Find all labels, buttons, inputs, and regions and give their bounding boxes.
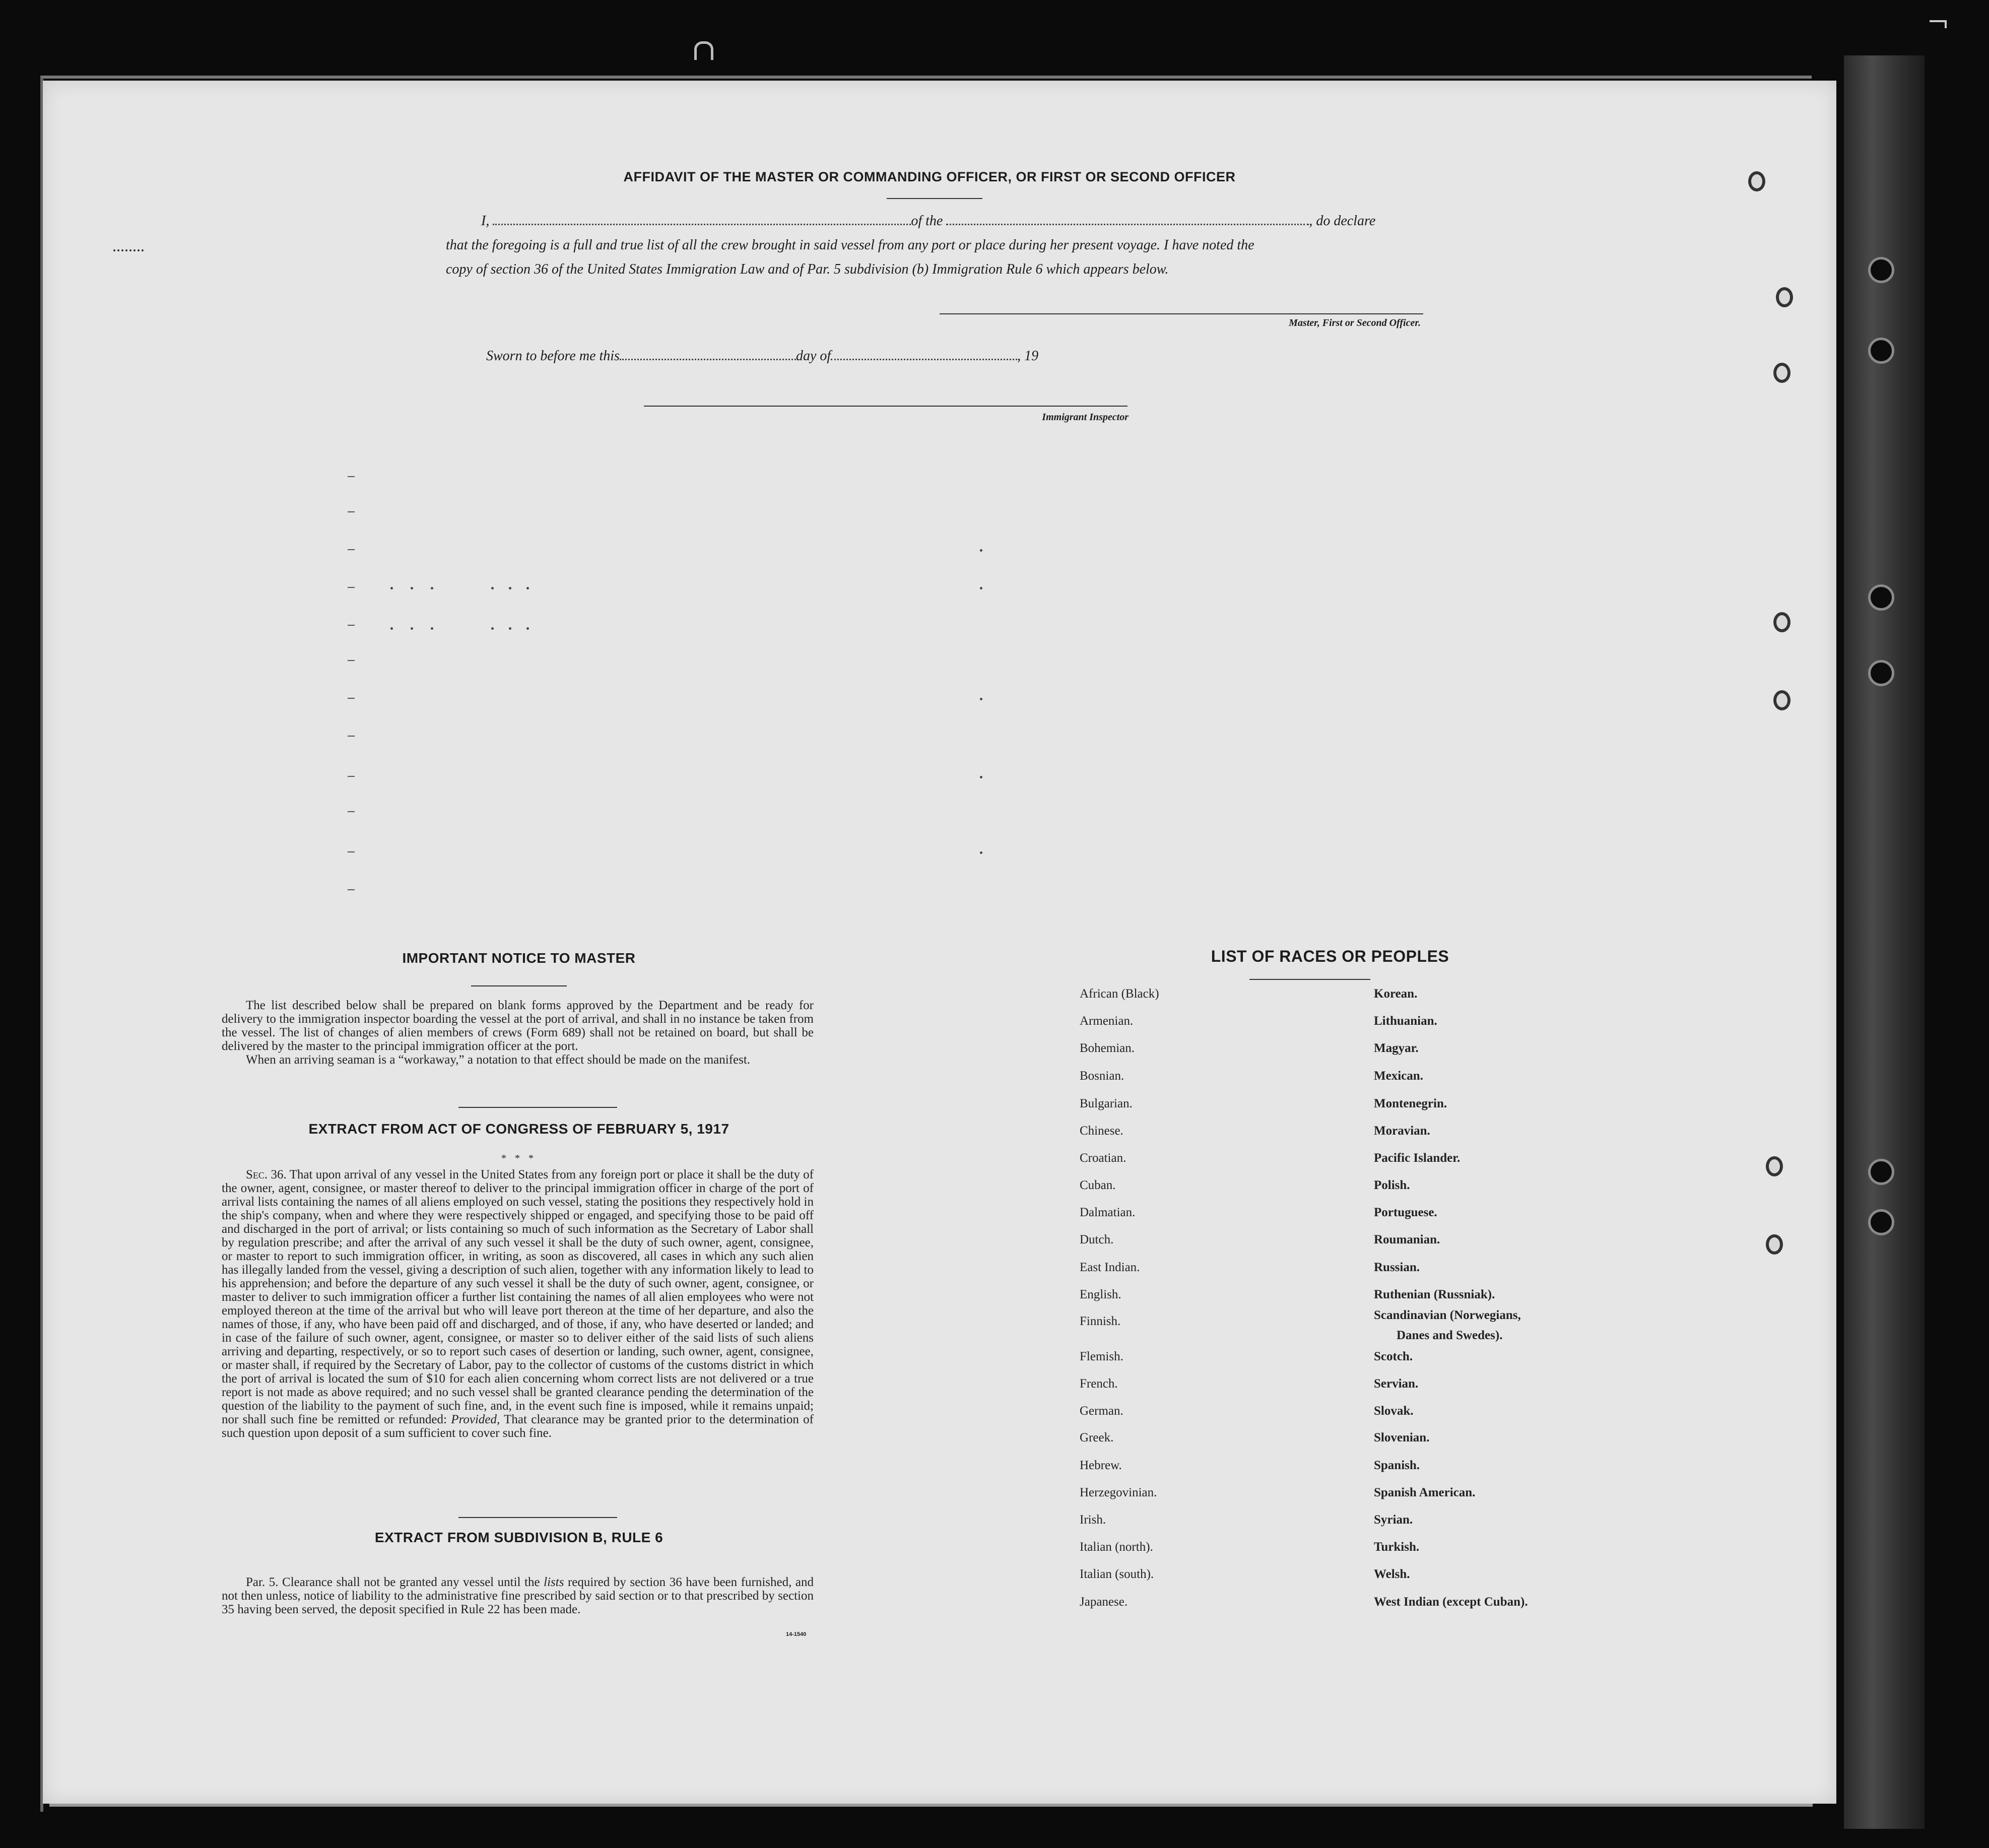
margin-dash — [348, 476, 355, 477]
dot-mark — [980, 851, 982, 854]
dot-mark — [980, 549, 982, 552]
race-item: Mexican. — [1374, 1069, 1423, 1083]
race-item: Syrian. — [1374, 1513, 1413, 1527]
dot-mark — [491, 627, 494, 630]
dot-mark — [509, 627, 511, 630]
margin-dash — [348, 889, 355, 890]
race-item: Scotch. — [1374, 1350, 1413, 1363]
act-provided: Provided, — [451, 1413, 500, 1426]
binding-hole — [1868, 1209, 1894, 1235]
margin-dash — [348, 660, 355, 661]
ring-hole — [1766, 1234, 1783, 1255]
race-item: Servian. — [1374, 1377, 1419, 1391]
race-item: German. — [1080, 1404, 1123, 1418]
margin-dash — [348, 811, 355, 812]
margin-dash — [348, 511, 355, 512]
dot-mark — [491, 587, 494, 589]
sworn-day-field[interactable] — [620, 344, 796, 360]
dot-mark — [526, 627, 529, 630]
rule-text-a: Par. 5. Clearance shall not be granted any vessel until the — [246, 1575, 540, 1589]
affidavit-line3: copy of section 36 of the United States Immigration Law and of Par. 5 subdivision (b) Immigration Rule 6 which appears below. — [446, 261, 1169, 277]
margin-dash — [348, 851, 355, 852]
race-item: Slovak. — [1374, 1404, 1414, 1418]
race-item: Herzegovinian. — [1080, 1486, 1157, 1499]
race-item: Spanish American. — [1374, 1486, 1476, 1499]
dot-mark — [431, 627, 433, 630]
day-of-label: day of — [795, 348, 831, 364]
race-item: Irish. — [1080, 1513, 1106, 1527]
race-item: Korean. — [1374, 987, 1418, 1001]
race-item: Russian. — [1374, 1261, 1420, 1274]
race-item: Bohemian. — [1080, 1041, 1135, 1055]
race-item: Pacific Islander. — [1374, 1151, 1461, 1165]
race-item: African (Black) — [1080, 987, 1159, 1001]
dot-mark — [390, 587, 393, 589]
race-item: English. — [1080, 1288, 1121, 1301]
master-signature-caption: Master, First or Second Officer. — [1289, 317, 1421, 328]
notice-paragraph-2: When an arriving seaman is a “workaway,” a notation to that effect should be made on the manifest. — [246, 1053, 751, 1067]
race-item: Scandinavian (Norwegians, — [1374, 1308, 1521, 1322]
act-text-end: That clearance may be granted prior to the determination of such question upon deposit of a sum sufficient to cover such fine. — [222, 1413, 814, 1440]
margin-dash — [348, 698, 355, 699]
ring-hole — [1776, 287, 1793, 307]
race-item: Welsh. — [1374, 1567, 1410, 1581]
race-item: Moravian. — [1374, 1124, 1430, 1138]
sworn-month-field[interactable] — [831, 344, 1017, 360]
act-top-rule — [458, 1107, 617, 1108]
race-item: Slovenian. — [1374, 1431, 1430, 1444]
margin-dash — [348, 549, 355, 550]
race-item: Dutch. — [1080, 1233, 1114, 1246]
race-item: French. — [1080, 1377, 1118, 1391]
margin-dash — [348, 625, 355, 626]
vessel-field[interactable] — [946, 209, 1309, 225]
race-item: Finnish. — [1080, 1314, 1121, 1328]
binding-strip — [1844, 55, 1925, 1829]
rule-heading: EXTRACT FROM SUBDIVISION B, RULE 6 — [374, 1530, 664, 1545]
sworn-label: Sworn to before me this — [486, 348, 620, 364]
dot-mark — [411, 587, 413, 589]
race-item: Chinese. — [1080, 1124, 1123, 1138]
ring-hole — [1766, 1156, 1783, 1176]
act-paragraph — [222, 1168, 814, 1440]
form-number: 14-1540 — [786, 1631, 807, 1637]
margin-dash — [348, 776, 355, 777]
dot-mark — [431, 587, 433, 589]
notice-heading: IMPORTANT NOTICE TO MASTER — [402, 950, 636, 966]
binding-hole — [1868, 660, 1894, 686]
race-item: Croatian. — [1080, 1151, 1126, 1165]
smudge-mark — [113, 249, 144, 256]
notice-heading-rule — [471, 985, 567, 986]
race-item: Portuguese. — [1374, 1206, 1437, 1219]
race-item: Bosnian. — [1080, 1069, 1124, 1083]
ring-hole — [1773, 363, 1791, 383]
inspector-signature-caption: Immigrant Inspector — [1042, 412, 1129, 423]
affidavit-of-label: of the — [911, 213, 943, 229]
margin-dash — [348, 587, 355, 588]
rule-paragraph — [222, 1575, 814, 1616]
affidavit-i-label: I, — [481, 213, 490, 229]
affidavit-line1 — [481, 209, 1438, 234]
dot-mark — [411, 627, 413, 630]
race-item-continuation: Danes and Swedes). — [1397, 1329, 1503, 1342]
race-item: West Indian (except Cuban). — [1374, 1595, 1528, 1609]
dot-mark — [980, 776, 982, 778]
affidavit-line2: that the foregoing is a full and true list of all the crew brought in said vessel from any port or place during her present voyage. I have noted the — [446, 237, 1254, 253]
top-right-mark — [1930, 20, 1947, 28]
dot-mark — [526, 587, 529, 589]
race-item: East Indian. — [1080, 1261, 1140, 1274]
binding-hole — [1868, 257, 1894, 283]
rule-text-b: required by section 36 have been furnished, and not then unless, notice of liability to the administrative fine prescribed by said section or to that prescribed by section 35 having been served, the deposit specified in Rule 22 has been made. — [222, 1575, 814, 1616]
race-item: Ruthenian (Russniak). — [1374, 1288, 1495, 1301]
sworn-line — [486, 344, 1141, 369]
race-item: Spanish. — [1374, 1459, 1420, 1472]
race-item: Roumanian. — [1374, 1233, 1440, 1246]
binding-hole — [1868, 338, 1894, 364]
name-field[interactable] — [493, 209, 911, 225]
races-heading-rule — [1249, 979, 1370, 980]
race-item: Cuban. — [1080, 1178, 1116, 1192]
race-item: Greek. — [1080, 1431, 1114, 1444]
race-item: Turkish. — [1374, 1540, 1420, 1554]
dot-mark — [980, 587, 982, 589]
binding-hole — [1868, 1159, 1894, 1185]
ring-hole — [1773, 612, 1791, 632]
act-body — [222, 1168, 814, 1440]
race-item: Italian (south). — [1080, 1567, 1154, 1581]
rule-lists: lists — [544, 1575, 564, 1589]
act-heading: EXTRACT FROM ACT OF CONGRESS OF FEBRUARY 5, 1917 — [308, 1121, 730, 1137]
race-item: Montenegrin. — [1374, 1097, 1447, 1110]
act-text: That upon arrival of any vessel in the United States from any foreign port or place it shall be the duty of the owner, agent, consignee, or master thereof to deliver to the principal immigration officer in charge of the port of arrival lists containing the names of all aliens employed on such vessel, stating the positions they respectively hold in the ship's company, when and where they were respectively shipped or engaged, and specifying those to be paid off and discharged in the port of arrival; or lists containing so much of such information as the Secretary of Labor shall by regulation prescribe; and after the arrival of any such vessel it shall be the duty of such owner, agent, consignee, or master to report to such immigration officer, in writing, as soon as discovered, all cases in which any such alien has illegally landed from the vessel, giving a description of such alien, together with any information likely to lead to his apprehension; and before the departure of any such vessel it shall be the duty of such owner, agent, consignee, or master to deliver to such immigration officer a further list containing the names of all alien employees who were not employed thereon at the time of the arrival but who will leave port thereon at the time of her departure, and also the names of those, if any, who have been paid off and discharged, and of those, if any, who have deserted or landed; and in case of the failure of such owner, agent, consignee, or master so to deliver either of the said lists of such aliens arriving and departing, respectively, or so to report such cases of desertion or landing, such owner, agent, consignee, or master shall, if required by the Secretary of Labor, pay to the collector of customs of the customs district in which the port of arrival is located the sum of $10 for each alien concerning whom correct lists are not delivered or a true report is not made as above required; and no such vessel shall be granted clearance pending the determination of the question of the liability to the payment of such fine, and, in the event such fine is imposed, while it remains unpaid; nor shall such fine be remitted or refunded: — [222, 1168, 814, 1426]
notice-body — [222, 999, 814, 1067]
race-item: Bulgarian. — [1080, 1097, 1133, 1110]
act-section-label: Sec. 36. — [246, 1168, 287, 1181]
race-item: Italian (north). — [1080, 1540, 1153, 1554]
binding-hole — [1868, 584, 1894, 611]
ring-hole — [1773, 690, 1791, 710]
page-edge-bottom — [49, 1804, 1813, 1807]
rule-body — [222, 1575, 814, 1616]
affidavit-heading: AFFIDAVIT OF THE MASTER OR COMMANDING OFFICER, OR FIRST OR SECOND OFFICER — [623, 169, 1236, 184]
race-item: Armenian. — [1080, 1014, 1134, 1028]
act-ellipsis: * * * — [501, 1153, 537, 1164]
race-item: Lithuanian. — [1374, 1014, 1437, 1028]
inspector-signature-line[interactable] — [644, 406, 1128, 407]
race-item: Dalmatian. — [1080, 1206, 1136, 1219]
race-item: Polish. — [1374, 1178, 1410, 1192]
race-item: Magyar. — [1374, 1041, 1419, 1055]
race-item: Hebrew. — [1080, 1459, 1122, 1472]
margin-dash — [348, 736, 355, 737]
ring-hole — [1748, 171, 1765, 191]
affidavit-heading-rule — [887, 198, 982, 199]
dot-mark — [980, 698, 982, 700]
dot-mark — [509, 587, 511, 589]
binding-clip-icon — [694, 41, 713, 60]
notice-paragraph-1: The list described below shall be prepared on blank forms approved by the Department and be ready for delivery to the immigration inspector boarding the vessel at the port of arrival, and shall in no instance be taken from the vessel. The list of changes of alien members of crews (Form 689) shall not be retained on board, but shall be delivered by the master to the principal immigration officer at the port. — [222, 999, 814, 1053]
race-item: Flemish. — [1080, 1350, 1123, 1363]
affidavit-declare-label: , do declare — [1309, 213, 1376, 229]
master-signature-line[interactable] — [940, 313, 1423, 314]
races-heading: LIST OF RACES OR PEOPLES — [1211, 947, 1449, 965]
year-label: , 19 — [1017, 348, 1039, 364]
race-item: Japanese. — [1080, 1595, 1128, 1609]
dot-mark — [390, 627, 393, 630]
rule-top-rule — [458, 1517, 617, 1518]
